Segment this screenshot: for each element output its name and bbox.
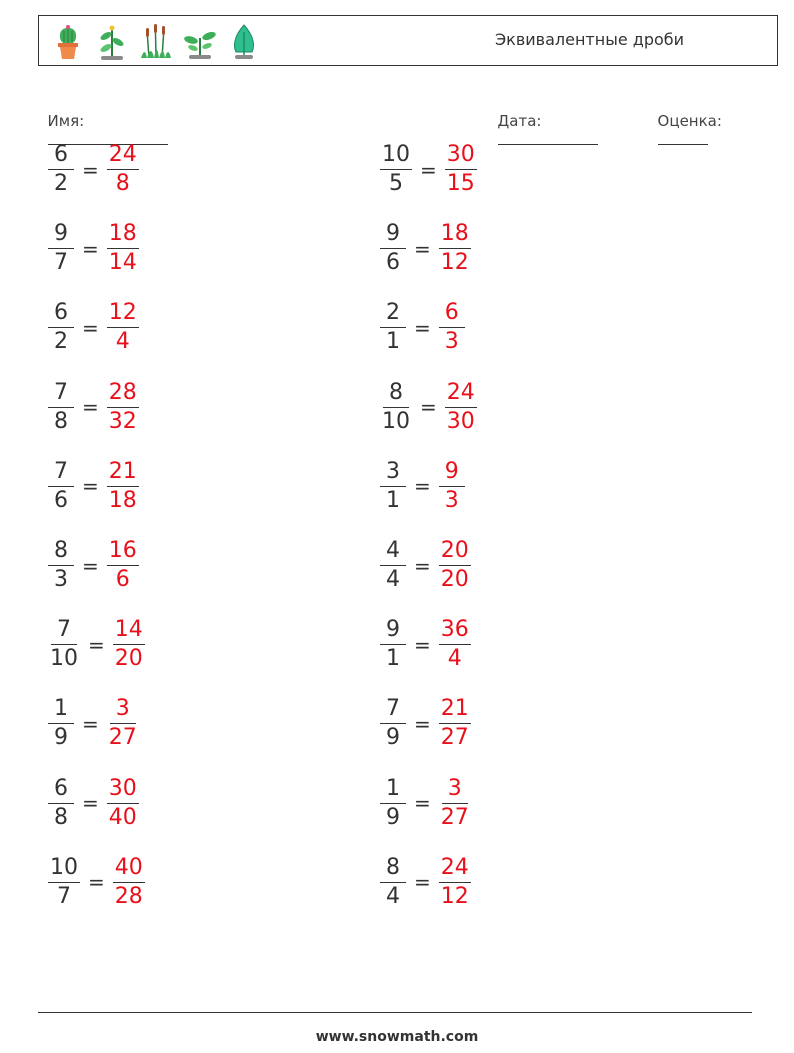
given-fraction xyxy=(380,458,406,513)
given-fraction-denominator: 7 xyxy=(54,250,68,276)
answer-fraction-numerator: 30 xyxy=(445,144,477,170)
fraction-problem xyxy=(48,540,139,591)
answer-fraction-denominator: 28 xyxy=(114,883,143,909)
fraction-problem xyxy=(380,458,465,513)
answer-fraction xyxy=(113,854,145,909)
equals-sign: = xyxy=(420,157,437,182)
equals-sign: = xyxy=(414,236,431,261)
given-fraction-denominator: 9 xyxy=(54,725,68,751)
given-fraction xyxy=(48,619,80,670)
grass-reeds-icon xyxy=(137,22,175,62)
footer-divider xyxy=(38,1012,752,1013)
answer-fraction-denominator: 27 xyxy=(440,804,469,830)
answer-fraction-numerator: 16 xyxy=(107,540,139,566)
given-fraction-denominator: 10 xyxy=(50,646,78,672)
given-fraction xyxy=(48,379,74,434)
given-fraction-denominator: 5 xyxy=(389,171,403,196)
fraction-problem xyxy=(48,619,145,670)
worksheet-title: Эквивалентные дроби xyxy=(495,30,685,49)
name-label: Имя: xyxy=(47,112,85,130)
answer-fraction-denominator: 3 xyxy=(444,329,459,355)
answer-fraction xyxy=(107,775,139,830)
equals-sign: = xyxy=(82,315,99,340)
equals-sign: = xyxy=(82,791,99,816)
given-fraction-denominator: 1 xyxy=(386,646,400,672)
answer-fraction-denominator: 20 xyxy=(440,567,469,592)
given-fraction-numerator: 7 xyxy=(48,382,74,408)
given-fraction-denominator: 1 xyxy=(386,329,400,355)
answer-fraction xyxy=(445,144,477,195)
fraction-problem xyxy=(48,458,139,513)
given-fraction-denominator: 4 xyxy=(386,883,400,909)
given-fraction-denominator: 6 xyxy=(386,250,400,276)
answer-fraction-numerator: 14 xyxy=(113,619,145,645)
given-fraction-denominator: 9 xyxy=(386,725,400,751)
given-fraction xyxy=(48,302,74,353)
given-fraction-numerator: 3 xyxy=(380,461,406,487)
answer-fraction xyxy=(107,698,139,749)
answer-fraction-numerator: 6 xyxy=(439,302,465,328)
answer-fraction-numerator: 36 xyxy=(439,619,471,645)
fraction-problem xyxy=(48,854,145,909)
given-fraction xyxy=(48,223,74,274)
answer-fraction xyxy=(107,144,139,195)
fraction-problem xyxy=(48,698,139,749)
given-fraction-numerator: 6 xyxy=(48,778,74,804)
fraction-problem xyxy=(380,540,471,591)
answer-fraction-denominator: 6 xyxy=(115,567,130,592)
given-fraction xyxy=(380,223,406,274)
given-fraction-numerator: 9 xyxy=(380,619,406,645)
equals-sign: = xyxy=(414,632,431,657)
given-fraction xyxy=(380,698,406,749)
equals-sign: = xyxy=(414,553,431,578)
answer-fraction-denominator: 12 xyxy=(440,883,469,909)
answer-fraction xyxy=(439,540,471,591)
given-fraction-numerator: 10 xyxy=(380,144,412,170)
given-fraction xyxy=(380,775,406,830)
grade-blank[interactable] xyxy=(658,130,708,145)
given-fraction-denominator: 9 xyxy=(386,804,400,830)
answer-fraction-denominator: 14 xyxy=(108,250,137,276)
seedling-icon xyxy=(181,22,219,62)
given-fraction-numerator: 1 xyxy=(48,698,74,724)
given-fraction-denominator: 8 xyxy=(54,804,68,830)
answer-fraction xyxy=(439,458,465,513)
cactus-pot-icon xyxy=(49,22,87,62)
answer-fraction xyxy=(107,302,139,353)
given-fraction xyxy=(380,540,406,591)
given-fraction-numerator: 8 xyxy=(48,540,74,566)
equals-sign: = xyxy=(82,711,99,736)
given-fraction-numerator: 9 xyxy=(380,223,406,249)
answer-fraction-numerator: 21 xyxy=(439,698,471,724)
equals-sign: = xyxy=(88,632,105,657)
fraction-problem xyxy=(380,302,465,353)
date-label: Дата: xyxy=(497,112,542,130)
given-fraction-numerator: 6 xyxy=(48,302,74,328)
given-fraction xyxy=(380,379,412,434)
fraction-problem xyxy=(380,619,471,670)
header-icons xyxy=(49,22,263,62)
equals-sign: = xyxy=(82,236,99,261)
answer-fraction xyxy=(107,379,139,434)
given-fraction xyxy=(380,619,406,670)
equals-sign: = xyxy=(82,395,99,420)
answer-fraction xyxy=(445,379,477,434)
fraction-problem xyxy=(380,144,477,195)
answer-fraction-numerator: 20 xyxy=(439,540,471,566)
date-field xyxy=(488,94,598,149)
answer-fraction xyxy=(439,698,471,749)
answer-fraction-numerator: 3 xyxy=(110,698,136,724)
sprout-icon xyxy=(93,22,131,62)
answer-fraction-numerator: 40 xyxy=(113,857,145,883)
equals-sign: = xyxy=(82,553,99,578)
given-fraction xyxy=(48,698,74,749)
answer-fraction-denominator: 4 xyxy=(115,329,130,355)
equals-sign: = xyxy=(414,870,431,895)
equals-sign: = xyxy=(82,474,99,499)
given-fraction-numerator: 7 xyxy=(380,698,406,724)
given-fraction-denominator: 2 xyxy=(54,329,68,355)
fraction-problem xyxy=(380,698,471,749)
equals-sign: = xyxy=(82,157,99,182)
fraction-problem xyxy=(48,775,139,830)
given-fraction-numerator: 7 xyxy=(48,461,74,487)
answer-fraction xyxy=(439,302,465,353)
answer-fraction xyxy=(439,223,471,274)
given-fraction-numerator: 6 xyxy=(48,144,74,170)
fraction-problem xyxy=(380,854,471,909)
equals-sign: = xyxy=(414,315,431,340)
given-fraction-denominator: 2 xyxy=(54,171,68,196)
answer-fraction-denominator: 18 xyxy=(108,487,137,513)
given-fraction-numerator: 9 xyxy=(48,223,74,249)
tree-icon xyxy=(225,22,263,62)
answer-fraction-numerator: 18 xyxy=(107,223,139,249)
equals-sign: = xyxy=(414,711,431,736)
answer-fraction-denominator: 12 xyxy=(440,250,469,276)
given-fraction-denominator: 3 xyxy=(54,567,68,592)
fraction-problem xyxy=(48,379,139,434)
answer-fraction-numerator: 18 xyxy=(439,223,471,249)
given-fraction-denominator: 1 xyxy=(386,487,400,513)
given-fraction-numerator: 4 xyxy=(380,540,406,566)
given-fraction-denominator: 8 xyxy=(54,408,68,434)
grade-field xyxy=(648,94,722,149)
date-blank[interactable] xyxy=(498,130,598,145)
answer-fraction-denominator: 20 xyxy=(114,646,143,672)
given-fraction xyxy=(48,775,74,830)
given-fraction-denominator: 6 xyxy=(54,487,68,513)
answer-fraction-denominator: 4 xyxy=(447,646,462,672)
given-fraction-numerator: 2 xyxy=(380,302,406,328)
fraction-problem xyxy=(48,223,139,274)
answer-fraction-numerator: 21 xyxy=(107,461,139,487)
given-fraction-denominator: 10 xyxy=(382,408,410,434)
equals-sign: = xyxy=(414,791,431,816)
equals-sign: = xyxy=(414,474,431,499)
given-fraction xyxy=(48,144,74,195)
answer-fraction-numerator: 28 xyxy=(107,382,139,408)
answer-fraction-numerator: 24 xyxy=(439,857,471,883)
answer-fraction xyxy=(113,619,145,670)
answer-fraction-denominator: 8 xyxy=(115,171,130,196)
answer-fraction-denominator: 15 xyxy=(446,171,475,196)
fraction-problem xyxy=(380,223,471,274)
given-fraction xyxy=(380,854,406,909)
given-fraction xyxy=(48,540,74,591)
answer-fraction xyxy=(107,223,139,274)
given-fraction xyxy=(48,458,74,513)
header-box xyxy=(38,15,778,66)
answer-fraction xyxy=(439,619,471,670)
answer-fraction-denominator: 40 xyxy=(108,804,137,830)
answer-fraction-denominator: 32 xyxy=(108,408,137,434)
equals-sign: = xyxy=(88,870,105,895)
given-fraction-numerator: 8 xyxy=(383,382,409,408)
answer-fraction-denominator: 27 xyxy=(108,725,137,751)
given-fraction-numerator: 8 xyxy=(380,857,406,883)
name-field xyxy=(38,94,168,149)
answer-fraction-numerator: 30 xyxy=(107,778,139,804)
given-fraction-denominator: 7 xyxy=(57,883,71,909)
answer-fraction xyxy=(439,775,471,830)
answer-fraction-numerator: 12 xyxy=(107,302,139,328)
answer-fraction-numerator: 9 xyxy=(439,461,465,487)
given-fraction-numerator: 1 xyxy=(380,778,406,804)
equals-sign: = xyxy=(420,395,437,420)
fraction-problem xyxy=(380,775,471,830)
given-fraction xyxy=(380,302,406,353)
fraction-problem xyxy=(48,144,139,195)
grade-label: Оценка: xyxy=(657,112,722,130)
answer-fraction-numerator: 24 xyxy=(445,382,477,408)
given-fraction-numerator: 7 xyxy=(51,619,77,645)
answer-fraction-numerator: 24 xyxy=(107,144,139,170)
footer-url: www.snowmath.com xyxy=(315,1029,479,1045)
answer-fraction xyxy=(107,458,139,513)
fraction-problem xyxy=(48,302,139,353)
answer-fraction xyxy=(439,854,471,909)
given-fraction-numerator: 10 xyxy=(48,857,80,883)
given-fraction-denominator: 4 xyxy=(386,567,400,592)
answer-fraction-denominator: 27 xyxy=(440,725,469,751)
given-fraction xyxy=(48,854,80,909)
fraction-problem xyxy=(380,379,477,434)
answer-fraction-numerator: 3 xyxy=(442,778,468,804)
answer-fraction-denominator: 3 xyxy=(444,487,459,513)
answer-fraction-denominator: 30 xyxy=(446,408,475,434)
answer-fraction xyxy=(107,540,139,591)
given-fraction xyxy=(380,144,412,195)
